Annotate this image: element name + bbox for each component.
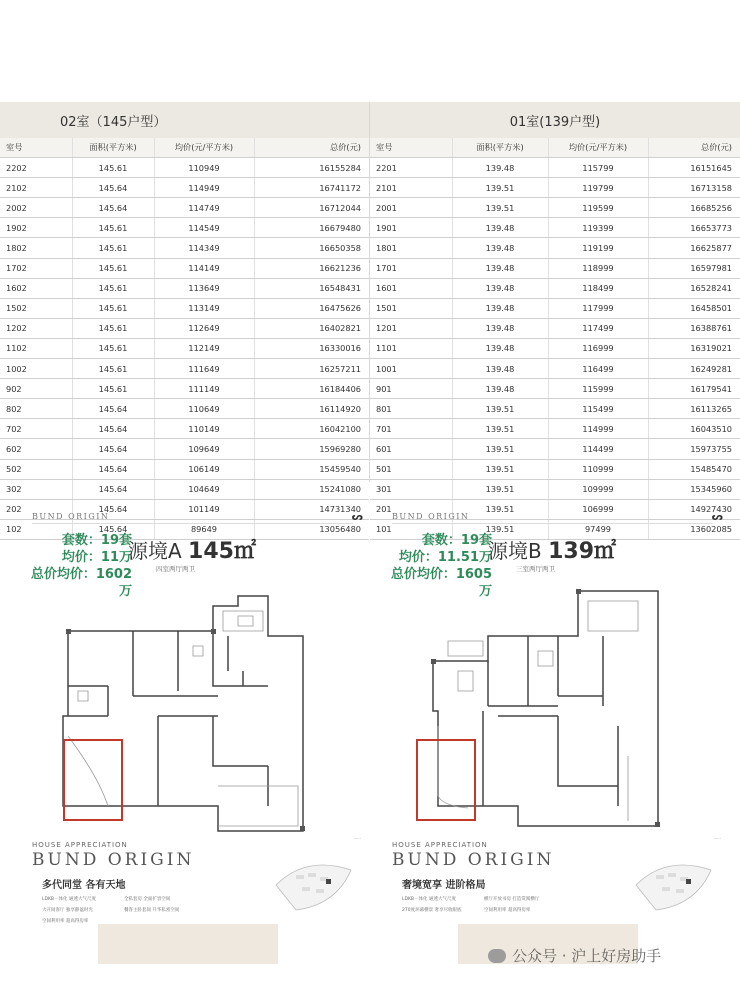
unit-price-cell: 112649 bbox=[154, 318, 254, 338]
room-number-cell: 702 bbox=[0, 419, 72, 439]
feature-item: 全私套房 全面扩容空间 bbox=[124, 897, 171, 902]
plan-layout: 四室两厅两卫 bbox=[156, 565, 195, 573]
total-price-cell: 15973755 bbox=[648, 439, 740, 459]
area-cell: 139.48 bbox=[452, 158, 548, 178]
brand-label: BUND ORIGIN bbox=[32, 512, 110, 521]
feature-item: 空间利用率 超高得房率 bbox=[484, 908, 531, 913]
area-cell: 139.51 bbox=[452, 399, 548, 419]
unit-price-cell: 104649 bbox=[154, 479, 254, 499]
area-cell: 139.51 bbox=[452, 459, 548, 479]
total-price-cell: 16458501 bbox=[648, 298, 740, 318]
avg-price: 均价：11万 bbox=[61, 550, 132, 565]
room-number-cell: 101 bbox=[370, 519, 452, 539]
room-number-cell: 1502 bbox=[0, 298, 72, 318]
area-cell: 145.64 bbox=[72, 439, 154, 459]
plan-title: 源境A bbox=[128, 539, 182, 563]
col-header: 总价(元) bbox=[254, 138, 369, 158]
unit-price-cell: 110149 bbox=[154, 419, 254, 439]
unit-price-cell: 117499 bbox=[548, 318, 648, 338]
room-number-cell: 1801 bbox=[370, 238, 452, 258]
total-price-cell: 16043510 bbox=[648, 419, 740, 439]
table-row bbox=[0, 479, 369, 499]
unit-price-cell: 111649 bbox=[154, 359, 254, 379]
unit-price-cell: 110649 bbox=[154, 399, 254, 419]
unit-price-cell: 114549 bbox=[154, 218, 254, 238]
table-row bbox=[370, 399, 740, 419]
unit-price-cell: 114949 bbox=[154, 178, 254, 198]
area-cell: 139.48 bbox=[452, 298, 548, 318]
room-number-cell: 301 bbox=[370, 479, 452, 499]
feature-item: 270度环幕横景 奢享尽收眼底 bbox=[402, 908, 462, 913]
room-number-cell: 901 bbox=[370, 379, 452, 399]
total-price-cell: 16257211 bbox=[254, 359, 369, 379]
total-price-cell: 16151645 bbox=[648, 158, 740, 178]
total-price-cell: 16528241 bbox=[648, 278, 740, 298]
feature-item: LDKB一体化 通透大气尺度 bbox=[42, 897, 96, 902]
area-cell: 145.61 bbox=[72, 379, 154, 399]
room-number-cell: 201 bbox=[370, 499, 452, 519]
area-cell: 139.48 bbox=[452, 379, 548, 399]
area-cell: 145.61 bbox=[72, 278, 154, 298]
col-header: 均价(元/平方米) bbox=[154, 138, 254, 158]
col-header: 均价(元/平方米) bbox=[548, 138, 648, 158]
table-row bbox=[0, 338, 369, 358]
note-text: ······ bbox=[353, 836, 361, 841]
unit-price-cell: 114149 bbox=[154, 258, 254, 278]
total-price-cell: 13056480 bbox=[254, 519, 369, 539]
table-row bbox=[0, 399, 369, 419]
col-header: 总价(元) bbox=[648, 138, 740, 158]
unit-price-cell: 115999 bbox=[548, 379, 648, 399]
unit-price-cell: 111149 bbox=[154, 379, 254, 399]
table-row bbox=[370, 278, 740, 298]
col-header: 室号 bbox=[370, 138, 452, 158]
avg-price: 均价：11.51万 bbox=[398, 550, 492, 565]
room-number-cell: 801 bbox=[370, 399, 452, 419]
table-row bbox=[370, 338, 740, 358]
unit-price-cell: 117999 bbox=[548, 298, 648, 318]
total-price-cell: 16713158 bbox=[648, 178, 740, 198]
area-cell: 139.51 bbox=[452, 499, 548, 519]
plan-area: 139㎡ bbox=[548, 539, 617, 564]
room-number-cell: 2001 bbox=[370, 198, 452, 218]
divider bbox=[32, 523, 353, 524]
room-number-cell: 1901 bbox=[370, 218, 452, 238]
plan-name bbox=[128, 534, 256, 565]
col-header: 室号 bbox=[0, 138, 72, 158]
plan-card-a bbox=[28, 500, 373, 987]
room-number-cell: 2101 bbox=[370, 178, 452, 198]
area-cell: 145.64 bbox=[72, 519, 154, 539]
area-cell: 139.48 bbox=[452, 218, 548, 238]
room-number-cell: 102 bbox=[0, 519, 72, 539]
table-row bbox=[0, 278, 369, 298]
area-cell: 139.51 bbox=[452, 419, 548, 439]
area-cell: 145.61 bbox=[72, 218, 154, 238]
unit-price-cell: 89649 bbox=[154, 519, 254, 539]
highlight-box bbox=[416, 739, 476, 821]
room-number-cell: 602 bbox=[0, 439, 72, 459]
unit-price-cell: 119599 bbox=[548, 198, 648, 218]
plan-area: 145㎡ bbox=[188, 539, 256, 564]
unit-price-cell: 116999 bbox=[548, 338, 648, 358]
area-cell: 139.48 bbox=[452, 238, 548, 258]
total-price-cell: 16475626 bbox=[254, 298, 369, 318]
table-row bbox=[0, 198, 369, 218]
room-number-cell: 1802 bbox=[0, 238, 72, 258]
table-row bbox=[0, 178, 369, 198]
room-number-cell: 2102 bbox=[0, 178, 72, 198]
total-price-cell: 16319021 bbox=[648, 338, 740, 358]
room-number-cell: 601 bbox=[370, 439, 452, 459]
area-cell: 139.48 bbox=[452, 318, 548, 338]
brand-label: BUND ORIGIN bbox=[392, 512, 470, 521]
total-price-cell: 16597981 bbox=[648, 258, 740, 278]
total-price: 总价均价：1605万 bbox=[390, 567, 492, 599]
plan-card-b bbox=[388, 500, 733, 987]
total-price-cell: 16548431 bbox=[254, 278, 369, 298]
area-cell: 145.61 bbox=[72, 338, 154, 358]
area-cell: 145.64 bbox=[72, 178, 154, 198]
total-price-cell: 16402821 bbox=[254, 318, 369, 338]
area-cell: 139.51 bbox=[452, 519, 548, 539]
total-price-cell: 16184406 bbox=[254, 379, 369, 399]
room-number-cell: 1602 bbox=[0, 278, 72, 298]
table-row bbox=[370, 258, 740, 278]
table-title: 02室（145户型） bbox=[0, 102, 369, 138]
room-number-cell: 1902 bbox=[0, 218, 72, 238]
table-title: 01室(139户型) bbox=[370, 102, 740, 138]
table-row bbox=[0, 258, 369, 278]
unit-price-cell: 115499 bbox=[548, 399, 648, 419]
unit-price-cell: 114749 bbox=[154, 198, 254, 218]
plan-name bbox=[488, 534, 616, 565]
unit-price-cell: 112149 bbox=[154, 338, 254, 358]
table-header-row bbox=[0, 138, 369, 158]
total-price-cell: 16741172 bbox=[254, 178, 369, 198]
unit-price-cell: 110999 bbox=[548, 459, 648, 479]
table-row bbox=[370, 198, 740, 218]
unit-price-cell: 118499 bbox=[548, 278, 648, 298]
room-number-cell: 902 bbox=[0, 379, 72, 399]
table-row bbox=[370, 419, 740, 439]
table-row bbox=[370, 459, 740, 479]
table-row bbox=[370, 379, 740, 399]
watermark-text: 公众号 · 沪上好房助手 bbox=[512, 947, 662, 965]
area-cell: 139.48 bbox=[452, 359, 548, 379]
area-cell: 145.61 bbox=[72, 238, 154, 258]
total-price-cell: 15345960 bbox=[648, 479, 740, 499]
room-number-cell: 2002 bbox=[0, 198, 72, 218]
price-table bbox=[370, 138, 740, 540]
unit-price-cell: 119799 bbox=[548, 178, 648, 198]
room-number-cell: 1001 bbox=[370, 359, 452, 379]
area-cell: 139.51 bbox=[452, 198, 548, 218]
total-price-cell: 15485470 bbox=[648, 459, 740, 479]
unit-price-cell: 114499 bbox=[548, 439, 648, 459]
room-number-cell: 1002 bbox=[0, 359, 72, 379]
table-header-row bbox=[370, 138, 740, 158]
unit-price-cell: 101149 bbox=[154, 499, 254, 519]
total-price-cell: 13602085 bbox=[648, 519, 740, 539]
room-number-cell: 202 bbox=[0, 499, 72, 519]
note-text: ······ bbox=[713, 836, 721, 841]
logo-icon: ᔕ bbox=[351, 512, 363, 523]
room-number-cell: 1601 bbox=[370, 278, 452, 298]
table-row bbox=[370, 158, 740, 178]
table-row bbox=[370, 439, 740, 459]
table-row bbox=[0, 359, 369, 379]
total-price-cell: 16155284 bbox=[254, 158, 369, 178]
unit-price-cell: 116499 bbox=[548, 359, 648, 379]
room-number-cell: 701 bbox=[370, 419, 452, 439]
total-price-cell: 16388761 bbox=[648, 318, 740, 338]
plan-tagline: 奢境宽享 进阶格局 bbox=[402, 880, 486, 891]
unit-price-cell: 110949 bbox=[154, 158, 254, 178]
area-cell: 145.64 bbox=[72, 499, 154, 519]
area-cell: 145.61 bbox=[72, 298, 154, 318]
room-number-cell: 502 bbox=[0, 459, 72, 479]
total-price-cell: 16179541 bbox=[648, 379, 740, 399]
site-plan-drawing bbox=[626, 855, 721, 915]
total-price-cell: 15459540 bbox=[254, 459, 369, 479]
plan-tagline: 多代同堂 各有天地 bbox=[42, 880, 126, 891]
area-cell: 139.48 bbox=[452, 338, 548, 358]
site-plan-drawing bbox=[266, 855, 361, 915]
table-row bbox=[0, 439, 369, 459]
area-cell: 139.48 bbox=[452, 278, 548, 298]
unit-price-cell: 114999 bbox=[548, 419, 648, 439]
area-cell: 145.64 bbox=[72, 479, 154, 499]
table-row bbox=[370, 318, 740, 338]
total-price-cell: 16650358 bbox=[254, 238, 369, 258]
table-row bbox=[370, 238, 740, 258]
area-cell: 145.64 bbox=[72, 399, 154, 419]
area-cell: 145.61 bbox=[72, 359, 154, 379]
table-row bbox=[370, 359, 740, 379]
area-cell: 145.61 bbox=[72, 158, 154, 178]
total-price-cell: 16625877 bbox=[648, 238, 740, 258]
area-cell: 145.64 bbox=[72, 419, 154, 439]
table-row bbox=[0, 298, 369, 318]
total-price-cell: 15241080 bbox=[254, 479, 369, 499]
table-row bbox=[370, 178, 740, 198]
table-row bbox=[370, 218, 740, 238]
total-price-cell: 16330016 bbox=[254, 338, 369, 358]
unit-price-cell: 114349 bbox=[154, 238, 254, 258]
house-appreciation: HOUSE APPRECIATION bbox=[392, 841, 488, 849]
total-price-cell: 14731340 bbox=[254, 499, 369, 519]
room-number-cell: 1701 bbox=[370, 258, 452, 278]
table-row bbox=[0, 158, 369, 178]
room-number-cell: 802 bbox=[0, 399, 72, 419]
area-cell: 139.51 bbox=[452, 178, 548, 198]
table-row bbox=[0, 318, 369, 338]
feature-item: LDKB一体化 通透大气尺度 bbox=[402, 897, 456, 902]
building-thumbnail bbox=[98, 924, 278, 964]
room-number-cell: 302 bbox=[0, 479, 72, 499]
watermark bbox=[488, 945, 661, 966]
unit-price-cell: 106149 bbox=[154, 459, 254, 479]
table-row bbox=[370, 479, 740, 499]
table-row bbox=[0, 419, 369, 439]
room-number-cell: 1202 bbox=[0, 318, 72, 338]
room-number-cell: 501 bbox=[370, 459, 452, 479]
area-cell: 145.61 bbox=[72, 318, 154, 338]
room-number-cell: 1201 bbox=[370, 318, 452, 338]
unit-price-cell: 119199 bbox=[548, 238, 648, 258]
total-price-cell: 16621236 bbox=[254, 258, 369, 278]
total-price: 总价均价：1602万 bbox=[30, 567, 132, 599]
feature-item: 横厅开放书房 打造赏阅横厅 bbox=[484, 897, 540, 902]
table-row bbox=[0, 459, 369, 479]
unit-price-cell: 113149 bbox=[154, 298, 254, 318]
floor-plan-cards bbox=[0, 500, 740, 987]
total-price-cell: 16685256 bbox=[648, 198, 740, 218]
divider bbox=[392, 523, 713, 524]
total-price-cell: 16712044 bbox=[254, 198, 369, 218]
area-cell: 145.64 bbox=[72, 198, 154, 218]
feature-item: 餐客主卧套间 升华私密空间 bbox=[124, 908, 180, 913]
total-price-cell: 16114920 bbox=[254, 399, 369, 419]
house-appreciation: HOUSE APPRECIATION bbox=[32, 841, 128, 849]
plan-layout: 三室两厅两卫 bbox=[516, 565, 555, 573]
room-number-cell: 1702 bbox=[0, 258, 72, 278]
logo-icon: ᔕ bbox=[711, 512, 723, 523]
sets-count: 套数：19套 bbox=[61, 533, 132, 548]
table-row bbox=[0, 218, 369, 238]
sets-count: 套数：19套 bbox=[421, 533, 492, 548]
room-number-cell: 1102 bbox=[0, 338, 72, 358]
unit-price-cell: 118999 bbox=[548, 258, 648, 278]
col-header: 面积(平方米) bbox=[452, 138, 548, 158]
total-price-cell: 14927430 bbox=[648, 499, 740, 519]
col-header: 面积(平方米) bbox=[72, 138, 154, 158]
feature-item: 大开间客厅 独享静谧时光 bbox=[42, 908, 93, 913]
feature-item: 空间利用率 超高得房率 bbox=[42, 919, 89, 924]
room-number-cell: 1501 bbox=[370, 298, 452, 318]
room-number-cell: 2201 bbox=[370, 158, 452, 178]
area-cell: 145.64 bbox=[72, 459, 154, 479]
total-price-cell: 16042100 bbox=[254, 419, 369, 439]
area-cell: 139.51 bbox=[452, 479, 548, 499]
unit-price-cell: 109649 bbox=[154, 439, 254, 459]
unit-price-cell: 113649 bbox=[154, 278, 254, 298]
plan-title: 源境B bbox=[488, 539, 542, 563]
bund-origin-title: BUND ORIGIN bbox=[32, 850, 195, 870]
total-price-cell: 16679480 bbox=[254, 218, 369, 238]
room-number-cell: 1101 bbox=[370, 338, 452, 358]
total-price-cell: 15969280 bbox=[254, 439, 369, 459]
area-cell: 139.48 bbox=[452, 258, 548, 278]
unit-price-cell: 109999 bbox=[548, 479, 648, 499]
unit-price-cell: 119399 bbox=[548, 218, 648, 238]
table-row bbox=[0, 238, 369, 258]
table-row bbox=[0, 379, 369, 399]
room-number-cell: 2202 bbox=[0, 158, 72, 178]
wechat-icon bbox=[488, 949, 506, 963]
total-price-cell: 16249281 bbox=[648, 359, 740, 379]
table-row bbox=[370, 298, 740, 318]
unit-price-cell: 115799 bbox=[548, 158, 648, 178]
highlight-box bbox=[63, 739, 123, 821]
total-price-cell: 16113265 bbox=[648, 399, 740, 419]
bund-origin-title: BUND ORIGIN bbox=[392, 850, 555, 870]
unit-price-cell: 97499 bbox=[548, 519, 648, 539]
price-table bbox=[0, 138, 369, 540]
unit-price-cell: 106999 bbox=[548, 499, 648, 519]
area-cell: 139.51 bbox=[452, 439, 548, 459]
total-price-cell: 16653773 bbox=[648, 218, 740, 238]
area-cell: 145.61 bbox=[72, 258, 154, 278]
